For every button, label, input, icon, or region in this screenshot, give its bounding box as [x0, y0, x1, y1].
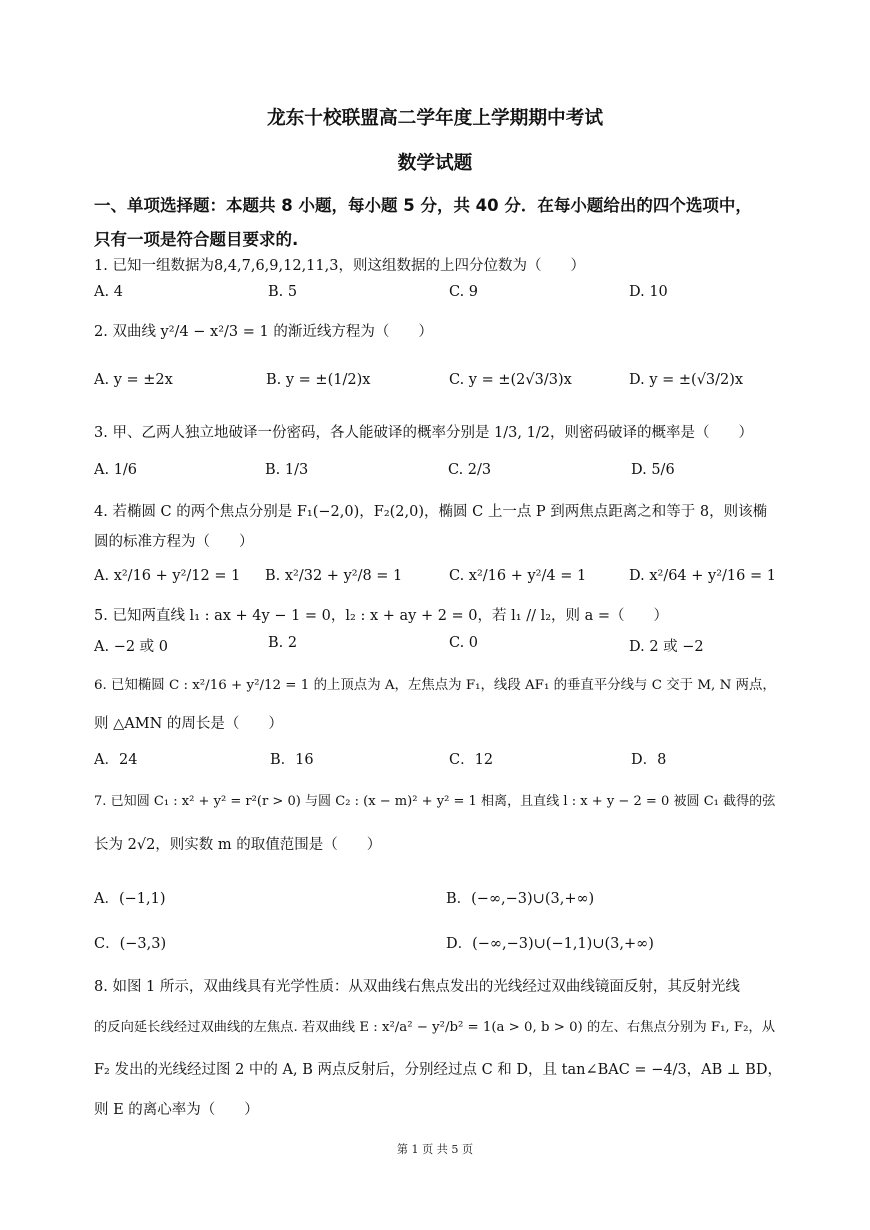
question-2-option-c: C. y = ±(2√3/3)x [449, 372, 572, 388]
question-8-stem-line1: 8. 如图 1 所示，双曲线具有光学性质：从双曲线右焦点发出的光线经过双曲线镜面反射，其反射光线 [94, 979, 740, 995]
question-5-option-a: A. −2 或 0 [94, 639, 169, 655]
question-4-option-b: B. x²/32 + y²/8 = 1 [265, 568, 403, 584]
question-7-option-d: D．(−∞,−3)∪(−1,1)∪(3,+∞) [446, 936, 654, 952]
section-heading-line2: 只有一项是符合题目要求的. [94, 230, 299, 249]
question-6-option-b: B．16 [270, 752, 314, 768]
page-title: 龙东十校联盟高二学年度上学期期中考试 [266, 108, 604, 129]
question-3-option-c: C. 2/3 [448, 462, 492, 478]
page-footer: 第 1 页 共 5 页 [396, 1143, 474, 1156]
question-3-option-a: A. 1/6 [94, 462, 138, 478]
question-8-stem-line2: 的反向延长线经过双曲线的左焦点. 若双曲线 E : x²/a² − y²/b² = 1(a > 0, b > 0) 的左、右焦点分别为 F₁, F₂，从 [94, 1020, 776, 1035]
question-4-option-d: D. x²/64 + y²/16 = 1 [629, 568, 776, 584]
question-7-option-a: A．(−1,1) [94, 891, 166, 907]
question-6-stem-line2: 则 △AMN 的周长是（ ） [94, 716, 283, 732]
question-3-option-b: B. 1/3 [265, 462, 309, 478]
question-2-option-a: A. y = ±2x [94, 372, 173, 388]
question-6-option-a: A．24 [94, 752, 138, 768]
question-5-option-d: D. 2 或 −2 [629, 639, 704, 655]
question-8-stem-line3: F₂ 发出的光线经过图 2 中的 A, B 两点反射后，分别经过点 C 和 D，且 tan∠BAC = −4/3，AB ⊥ BD， [94, 1062, 782, 1078]
question-7-stem-line1: 7. 已知圆 C₁ : x² + y² = r²(r > 0) 与圆 C₂ : (x − m)² + y² = 1 相离，且直线 l : x + y − 2 = 0 被圆 C₁ 截得的弦 [94, 794, 776, 809]
page-subtitle: 数学试题 [397, 153, 473, 174]
question-6-stem-line1: 6. 已知椭圆 C : x²/16 + y²/12 = 1 的上顶点为 A，左焦点为 F₁，线段 AF₁ 的垂直平分线与 C 交于 M, N 两点， [94, 678, 776, 693]
question-1-option-a: A. 4 [94, 284, 123, 300]
question-4-option-a: A. x²/16 + y²/12 = 1 [94, 568, 241, 584]
question-7-stem-line2: 长为 2√2，则实数 m 的取值范围是（ ） [94, 837, 382, 853]
question-5-option-c: C. 0 [449, 635, 479, 651]
question-2-stem: 2. 双曲线 y²/4 − x²/3 = 1 的渐近线方程为（ ） [94, 324, 433, 340]
question-1-option-d: D. 10 [629, 284, 668, 300]
question-3-stem: 3. 甲、乙两人独立地破译一份密码，各人能破译的概率分别是 1/3, 1/2，则密码破译的概率是（ ） [94, 425, 753, 441]
question-7-option-b: B．(−∞,−3)∪(3,+∞) [446, 891, 595, 907]
question-1-option-c: C. 9 [449, 284, 479, 300]
question-5-stem: 5. 已知两直线 l₁ : ax + 4y − 1 = 0，l₂ : x + ay + 2 = 0，若 l₁ // l₂，则 a =（ ） [94, 608, 669, 624]
section-heading-line1: 一、单项选择题：本题共 8 小题，每小题 5 分，共 40 分．在每小题给出的四个选项中， [94, 196, 752, 215]
question-6-option-d: D．8 [631, 752, 667, 768]
question-5-option-b: B. 2 [268, 635, 298, 651]
question-1-option-b: B. 5 [268, 284, 298, 300]
question-4-option-c: C. x²/16 + y²/4 = 1 [449, 568, 587, 584]
question-2-option-b: B. y = ±(1/2)x [266, 372, 371, 388]
question-8-stem-line4: 则 E 的离心率为（ ） [94, 1102, 259, 1118]
question-2-option-d: D. y = ±(√3/2)x [629, 372, 744, 388]
question-4-stem-line1: 4. 若椭圆 C 的两个焦点分别是 F₁(−2,0)，F₂(2,0)，椭圆 C 上一点 P 到两焦点距离之和等于 8，则该椭 [94, 504, 768, 520]
question-4-stem-line2: 圆的标准方程为（ ） [94, 534, 254, 550]
question-7-option-c: C．(−3,3) [94, 936, 167, 952]
question-3-option-d: D. 5/6 [631, 462, 675, 478]
question-6-option-c: C．12 [449, 752, 494, 768]
question-1-stem: 1. 已知一组数据为8,4,7,6,9,12,11,3，则这组数据的上四分位数为（ ） [94, 258, 585, 274]
